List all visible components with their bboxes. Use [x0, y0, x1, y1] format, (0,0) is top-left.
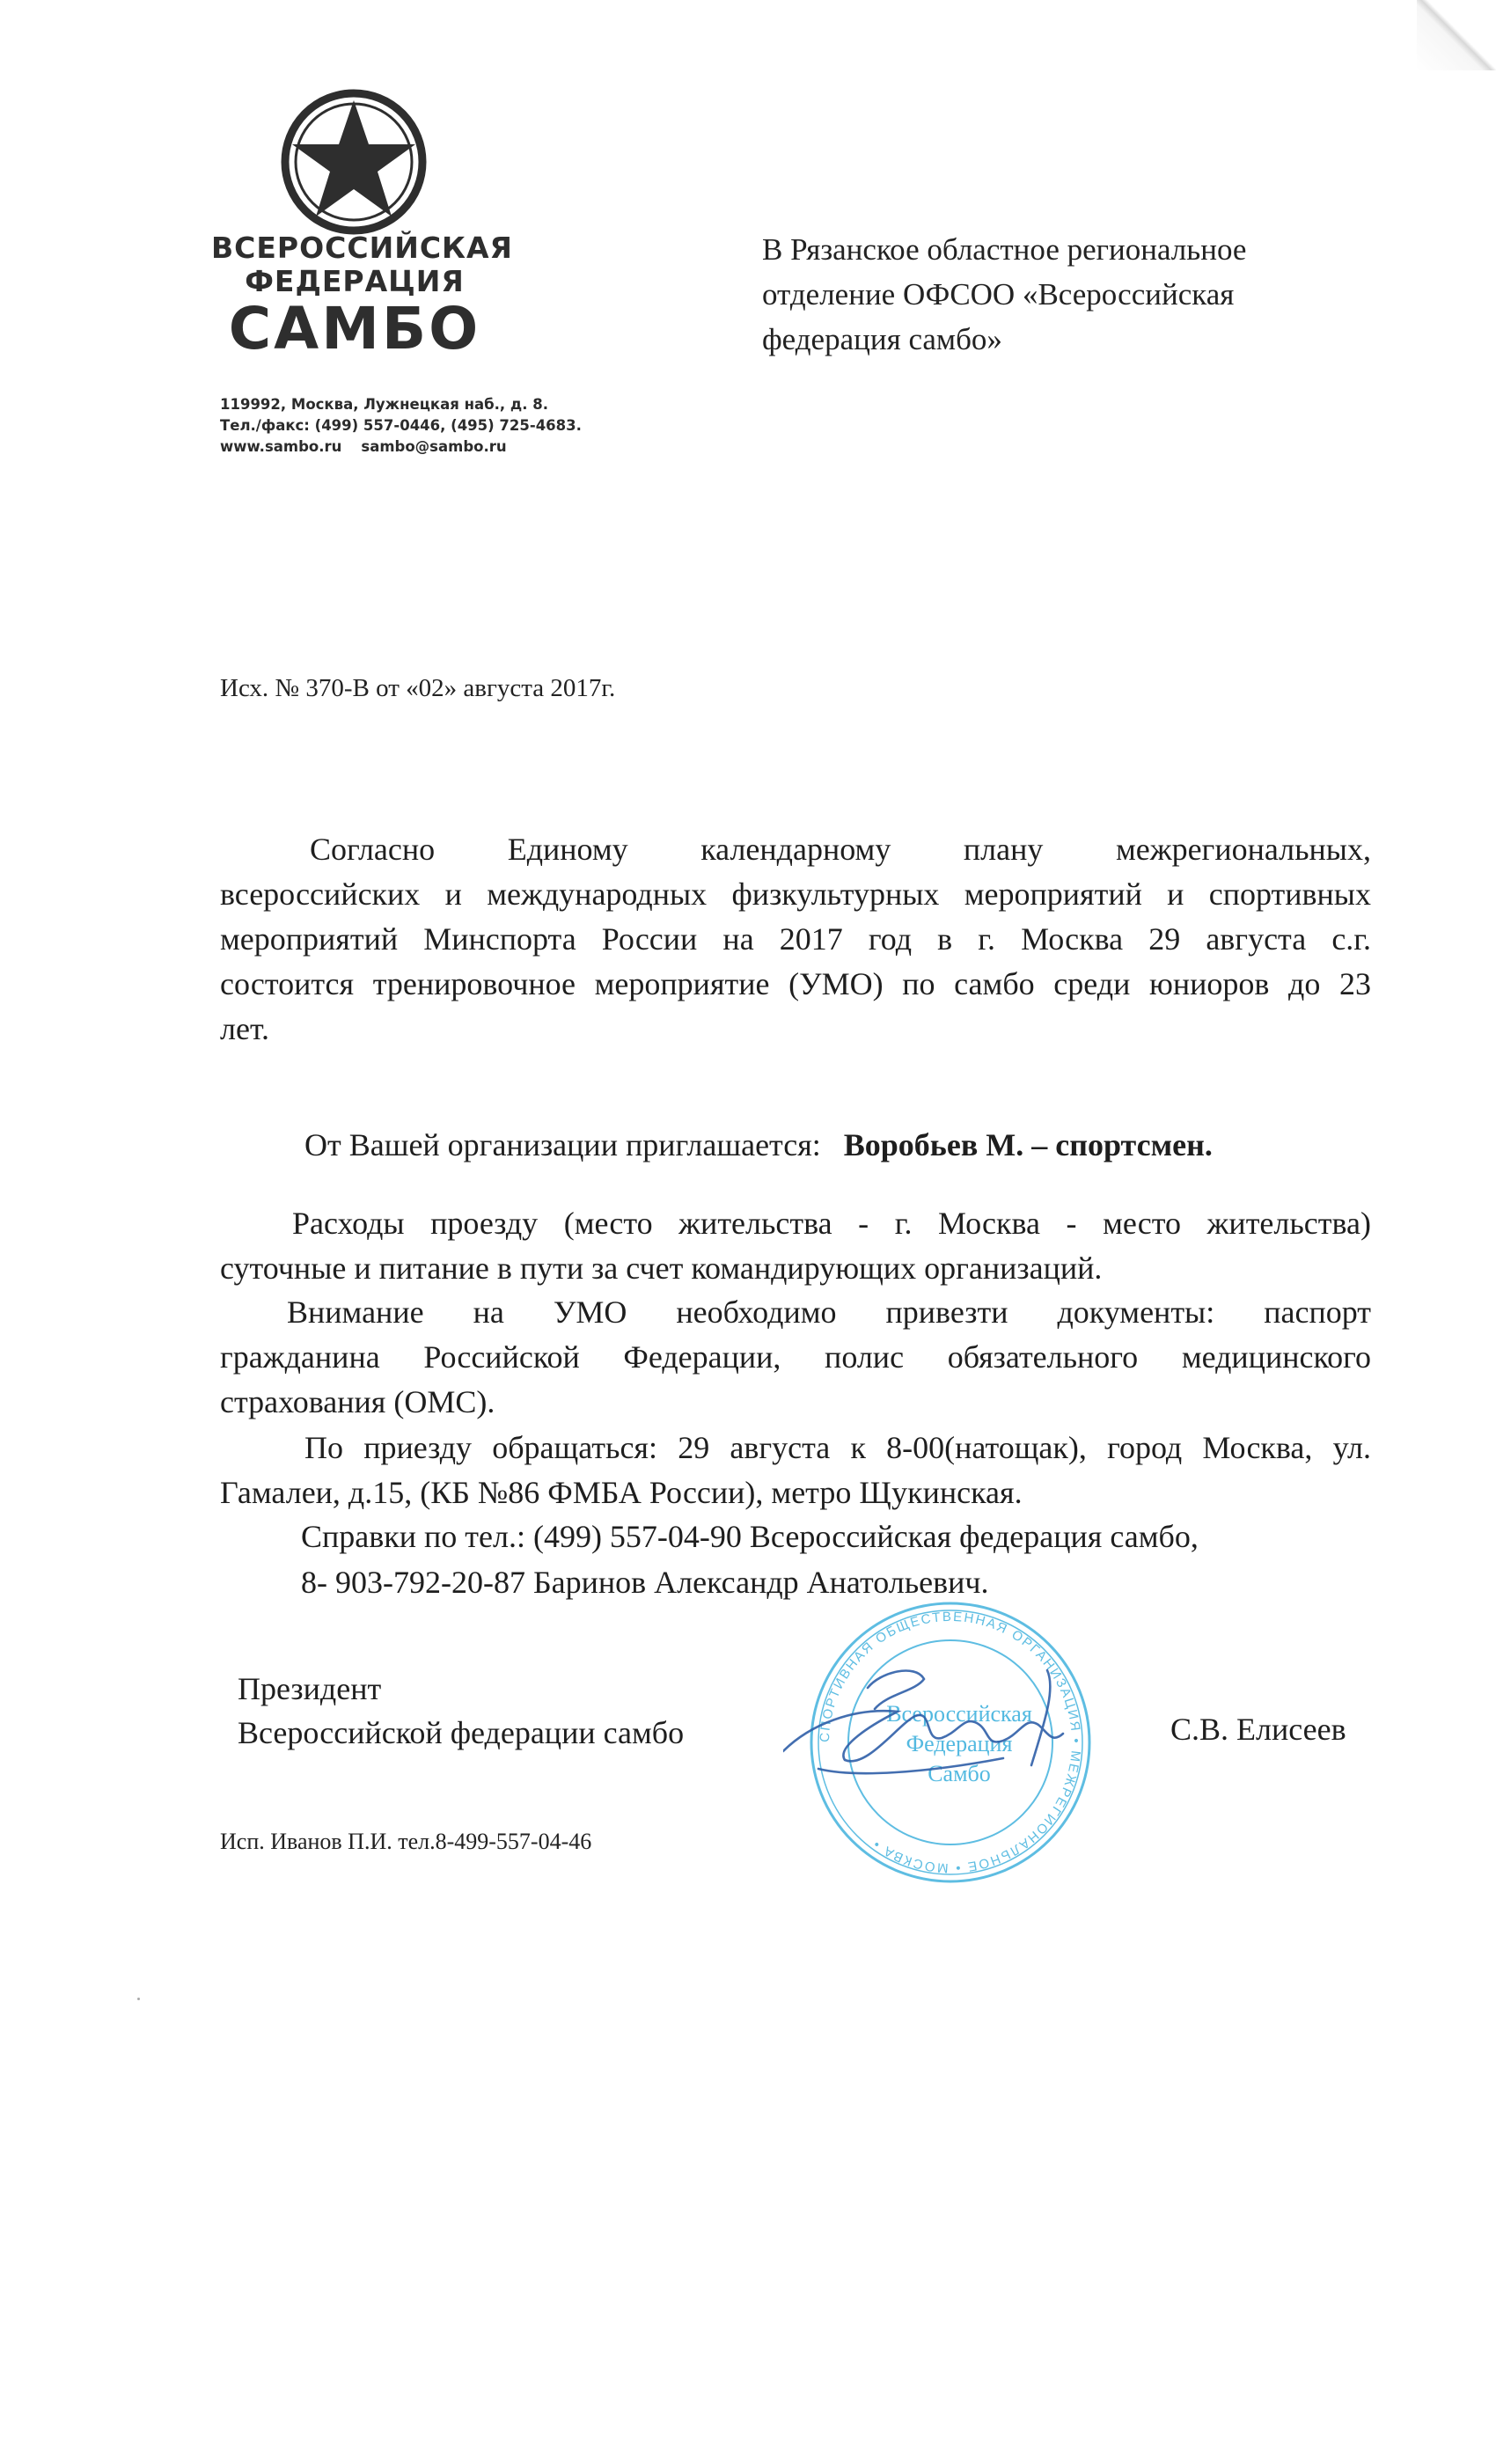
contact-line: 8- 903-792-20-87 Баринов Александр Анатольевич. [301, 1565, 989, 1600]
addressee-line: отделение ОФСОО «Всероссийская [762, 277, 1235, 312]
invitee-name: Воробьев М. – спортсмен. [843, 1127, 1213, 1162]
paragraph-line: суточные и питание в пути за счет командирующих организаций. [220, 1250, 1103, 1286]
signer-name: С.В. Елисеев [1170, 1712, 1346, 1747]
letterhead-email: sambo@sambo.ru [361, 438, 507, 455]
paragraph-line: лет. [220, 1011, 269, 1046]
signer-title [238, 1667, 684, 1755]
paragraph-expenses [220, 1201, 1371, 1291]
paragraph-line: страхования (ОМС). [220, 1384, 495, 1419]
letterhead-website: www.sambo.ru [220, 438, 342, 455]
paragraph-line: всероссийских и международных физкультурных мероприятий и спортивных [220, 876, 1371, 912]
invite-label: От Вашей организации приглашается: [304, 1127, 821, 1162]
addressee-line: федерация самбо» [762, 322, 1002, 356]
contact-line: Справки по тел.: (499) 557-04-90 Всероссийская федерация самбо, [301, 1519, 1199, 1554]
paragraph-line: Внимание на УМО необходимо привезти документы: паспорт [287, 1294, 1371, 1330]
invitation-line [304, 1126, 1213, 1163]
outgoing-reference: Исх. № 370-В от «02» августа 2017г. [220, 674, 616, 702]
logo-org-line3: САМБО [228, 295, 481, 363]
letterhead-address: 119992, Москва, Лужнецкая наб., д. 8. [220, 396, 549, 413]
official-stamp [783, 1593, 1118, 1892]
stamp-center-line2: Федерация [906, 1731, 1013, 1756]
paragraph-documents [220, 1290, 1371, 1425]
scan-speck [137, 1998, 140, 2000]
stamp-center-line3: Самбо [928, 1761, 991, 1786]
paragraph-line: гражданина Российской Федерации, полис обязательного медицинского [220, 1339, 1371, 1375]
logo-org-line2: ФЕДЕРАЦИЯ [245, 264, 465, 298]
executor-info: Исп. Иванов П.И. тел.8-499-557-04-46 [220, 1829, 592, 1854]
signer-title-line2: Всероссийской федерации самбо [238, 1715, 685, 1750]
stamp-center-line1: Всероссийская [886, 1701, 1032, 1727]
letterhead-phone: Тел./факс: (499) 557-0446, (495) 725-4683. [220, 417, 582, 434]
logo-org-line1: ВСЕРОССИЙСКАЯ [211, 231, 513, 265]
paragraph-line: Гамалеи, д.15, (КБ №86 ФМБА России), метро Щукинская. [220, 1475, 1023, 1510]
letterhead-contacts [220, 394, 582, 458]
reference-contacts [301, 1514, 1199, 1605]
paragraph-line: Согласно Единому календарному плану межрегиональных, [310, 832, 1371, 867]
paragraph-line: Расходы проезду (место жительства - г. Москва - место жительства) [292, 1206, 1371, 1241]
stamp-ring-text: СПОРТИВНАЯ ОБЩЕСТВЕННАЯ ОРГАНИЗАЦИЯ • МЕЖРЕГИОНАЛЬНОЕ • МОСКВА • [817, 1609, 1084, 1876]
letterhead-web-email [220, 436, 582, 458]
paragraph-line: По приезду обращаться: 29 августа к 8-00(натощак), город Москва, ул. [304, 1430, 1371, 1465]
signer-title-line1: Президент [238, 1671, 382, 1706]
paragraph-event-announcement [220, 827, 1371, 1052]
page-corner-fold [1417, 0, 1496, 70]
sambo-star-emblem-icon [280, 88, 428, 236]
addressee-line: В Рязанское областное региональное [762, 232, 1247, 267]
paragraph-line: мероприятий Минспорта России на 2017 год в г. Москва 29 августа с.г. [220, 921, 1371, 957]
addressee-block [762, 227, 1396, 362]
paragraph-arrival [220, 1426, 1371, 1515]
paragraph-line: состоится тренировочное мероприятие (УМО) по самбо среди юниоров до 23 [220, 966, 1371, 1001]
